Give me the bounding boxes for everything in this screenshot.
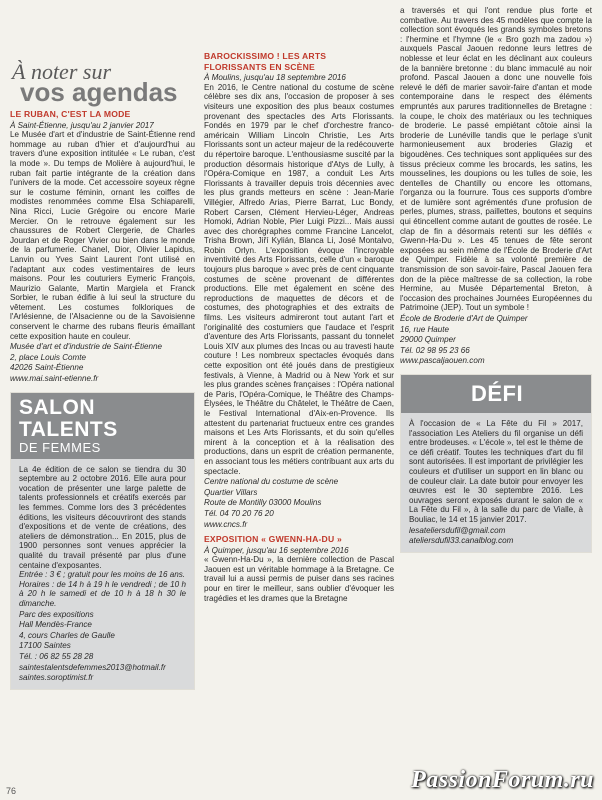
salon-address-1: Parc des expositions <box>19 609 94 619</box>
barock-phone: Tél. 04 70 20 76 20 <box>204 508 274 518</box>
salon-box <box>10 392 195 690</box>
column-right <box>400 6 592 553</box>
salon-website[interactable]: saintes.soroptimist.fr <box>19 673 94 683</box>
gwenn-website[interactable]: www.pascaljaouen.com <box>400 356 485 366</box>
ruban-heading: LE RUBAN, C'EST LA MODE <box>10 109 131 119</box>
defi-email[interactable]: lesateliersdufil@gmail.com <box>409 525 506 535</box>
salon-hours: Horaires : de 14 h à 19 h le vendredi ; de 10 h à 20 h le samedi et de 10 h à 18 h 30 le dimanche. <box>19 579 186 608</box>
ruban-address-2: 2, place Louis Comte <box>10 352 87 362</box>
barock-address-1: Centre national du costume de scène <box>204 477 339 487</box>
barock-address-2: Quartier Villars <box>204 487 258 497</box>
salon-address-4: 17100 Saintes <box>19 641 71 651</box>
page-number: 76 <box>6 786 17 796</box>
defi-title: DÉFI <box>471 380 524 406</box>
barock-website[interactable]: www.cncs.fr <box>204 519 248 529</box>
salon-email[interactable]: saintestalentsdefemmes2013@hotmail.fr <box>19 662 166 672</box>
barock-body: En 2016, le Centre national du costume de scène célèbre ses dix ans, l'occasion de proposer à ses visiteurs une exposition des plus beaux costumes provenant des spectacles des Arts Florissants. Fondés en 1979 par le chef d'orchestre franco-américain William Lincoln Christie, Les Arts Florissants sont un acteur majeur de la redécouverte du répertoire baroque. L'enthousiasme suscité par la production désormais historique d'Atys de Lully, à l'Opéra-Comique en 1987, a conduit Les Arts Florissants à travailler depuis trois décennies avec les plus grands metteurs en scène : Jean-Marie Villégier, Alfredo Arias, Pierre Barrat, Luc Bondy, Robert Carsen, Clément Hervieu-Léger, Andreas Homoki, Adrian Noble, Pier Luigi Pizzi... Mais aussi avec des chorégraphes comme Francine Lancelot, Trisha Brown, Jiří Kylián, Blanca Li, José Montalvo, Robin Orlyn. L'exposition évoque l'incroyable inventivité des Arts Florissants, celle d'un « baroque toujours plus baroque » avec près de cent cinquante costumes de scène provenant de différentes productions. Elle met également en scène des reproductions de maquettes de décors et de costumes, des photographies et des extraits de films. Les visiteurs admireront tout autant l'art et l'originalité des costumiers que l'audace et l'esprit d'aventure des Arts Florissants, passant du tonnelet Louis XIV aux plumes des Incas ou au travesti haute couture ! Les nombreux spectacles évoqués dans cette exposition ont été joués dans de prestigieux festivals, à Vienne, à Madrid ou à New York et sur les plus grandes scènes françaises : l'Opéra national de Paris, l'Opéra-Comique, le Théâtre des Champs-Élysées, le Théâtre du Châtelet, le Théâtre de Caen, le Festival International d'Aix-en-Provence. Ils attestent du partenariat fructueux entre ces grandes maisons et Les Arts Florissants, et du soin qu'elles mirent à la conception et à la réalisation des productions, dans un esprit de création permanente, en associant tous les métiers contribuant aux arts du spectacle. <box>204 82 394 476</box>
ruban-address-3: 42026 Saint-Étienne <box>10 363 84 373</box>
column-middle <box>204 52 394 603</box>
defi-website[interactable]: ateliersdufil33.canalblog.com <box>409 536 514 546</box>
defi-header <box>401 375 591 413</box>
column-left <box>10 59 195 690</box>
salon-phone: Tél. : 06 82 55 28 28 <box>19 651 94 661</box>
defi-text: À l'occasion de « La Fête du Fil » 2017, l'association Les Ateliers du fil organise un défi entre brodeuses. « L'école », tel est le thème de ce défi créatif. Toutes les techniques d'art du fil sont autorisées. Il est important de privilégier les couleurs et d'utiliser un support en lin blanc ou de couleur clair. La date butoir pour envoyer les œuvres est le 30 septembre 2016. Les ouvrages seront exposés durant le salon de « La Fête du Fil », à la salle du parc de Vialle, à Bouliac, le 14 et 15 janvier 2017. <box>409 418 583 524</box>
salon-body <box>11 459 194 689</box>
gwenn-heading: EXPOSITION « GWENN-HA-DU » <box>204 534 342 545</box>
defi-body <box>401 413 591 552</box>
ruban-dateline: À Saint-Étienne, jusqu'au 2 janvier 2017 <box>10 120 154 130</box>
gwenn-phone: Tél. 02 98 95 23 66 <box>400 345 470 355</box>
salon-address-3: 4, cours Charles de Gaulle <box>19 630 115 640</box>
salon-entry: Entrée : 3 € ; gratuit pour les moins de 16 ans. <box>19 570 186 580</box>
gwenn-address-3: 29000 Quimper <box>400 335 456 345</box>
salon-address-2: Hall Mendès-France <box>19 620 92 630</box>
section-title-small: À noter sur <box>12 59 111 84</box>
watermark: PassionForum.ru <box>411 767 594 793</box>
gwenn-dateline: À Quimper, jusqu'au 16 septembre 2016 <box>204 545 349 555</box>
ruban-website[interactable]: www.mai.saint-etienne.fr <box>10 374 99 384</box>
barock-heading-2: FLORISSANTS EN SCÈNE <box>204 61 315 72</box>
gwenn-address-2: 16, rue Haute <box>400 324 450 334</box>
salon-subtitle: DE FEMMES <box>19 439 101 455</box>
ruban-address-1: Musée d'art et d'industrie de Saint-Étienne <box>10 342 163 352</box>
gwenn-body: « Gwenn-Ha-Du », la dernière collection de Pascal Jaouen est un véritable hommage à la Bretagne. Ce travail lui a aussi permis de puiser dans ses racines pour en tirer le meilleur, sans oublier d'évoquer les tragédies et les drames que la Bretagne <box>204 555 394 603</box>
salon-header <box>11 393 194 459</box>
barock-dateline: À Moulins, jusqu'au 18 septembre 2016 <box>204 73 346 83</box>
barock-heading-1: BAROCKISSIMO ! LES ARTS <box>204 51 327 61</box>
salon-text: La 4e édition de ce salon se tiendra du 30 septembre au 2 octobre 2016. Elle aura pour vocation de présenter une large palette de talents professionnels et créatifs exercés par les femmes. Comme lors des 3 précédentes éditions, les visiteurs découvriront des stands d'expositions et de vente de créations, des ateliers de démonstration... En 2015, plus de 1900 personnes sont venues apprécier la qualité du travail présenté par plus d'une centaine d'exposantes. <box>19 464 186 570</box>
section-title-big: vos agendas <box>20 77 178 107</box>
gwenn-address-1: École de Broderie d'Art de Quimper <box>400 314 528 323</box>
barock-address-3: Route de Montilly 03000 Moulins <box>204 498 322 508</box>
gwenn-body-continued: a traversés et qui l'ont rendue plus forte et combative. Au travers des 45 modèles que compte la collection sont évoqués les grands symboles bretons : l'hermine et l'hymne (le « Bro gozh ma zadou ») auxquels Pascal Jaouen redonne leurs lettres de noblesse et leur éclat en les déclinant aux couleurs de la bannière bretonne : du blanc immaculé au noir profond. Pascal Jaouen a donc une nouvelle fois relevé le défi de marier savoir-faire d'antan et mode contemporaine dans le respect des éléments empruntés aux parures traditionnelles de Bretagne : la coupe, le choix des matériaux ou les techniques de broderie. Le passé empiétant côtoie ainsi la broderie de Lunéville tandis que le perlage s'unit harmonieusement aux broderies Glazig et bigoudènes. Ces techniques sont appliquées sur des tissus précieux comme les brocards, les satins, les mousselines, les doupions ou les tulles de soie, les dentelles de Chantilly ou encore les ottomans, l'organza ou la fourrure. Tous ces supports d'ombre et de lumière sont agrémentés d'une profusion de perles, plumes, strass, paillettes, boutons et sequins qui étincellent comme autant de gouttes de rosée. Le clap de fin a désormais retenti sur les défilés « Gwenn-Ha-Du ». Les 45 tenues de fête seront exposées au sein même de l'École de Broderie d'Art de Quimper. Fidèle à sa volonté première de transmission de son savoir-faire, Pascal Jaouen fera don de la pièce maîtresse de sa collection, la robe Hermine, au Musée Départemental Breton, à l'occasion des prochaines Journées Européennes du Patrimoine (JEP). Tout un symbole ! <box>400 6 592 313</box>
ruban-body: Le Musée d'art et d'industrie de Saint-Étienne rend hommage au ruban d'hier et d'aujourd'hui au travers d'une exposition intitulée « Le ruban, c'est la mode ». Du temps de Molière à aujourd'hui, le ruban fait partie intégrante de la création dans l'univers de la mode. Cet accessoire soyeux règne sur le costume féminin, ornant les coiffes de modistes renommées comme Elsa Schiaparelli, Nina Ricci, Lucie Grégoire ou encore Marie Mercier. On le retrouve également sur les chaussures de Robert Clergerie, de Charles Jourdan et de Roger Vivier ou bien dans le monde de la parfumerie. Chanel, Dior, Olivier Lapidus, Lanvin ou Yves Saint Laurent l'ont utilisé en l'adaptant aux codes vestimentaires de leurs maisons. Pour les couturiers Eymeric François, Maurizio Galante, Martin Margiela et Franck Sorbier, le ruban édifie à lui seul la structure du vêtement. Les costumes folkloriques de l'Arlésienne, de l'Alsacienne ou de la Savoisienne conservent le charme des rubans fleuris émaillant cette exposition haute en couleur. <box>10 130 195 341</box>
salon-title: SALON TALENTS <box>19 395 118 441</box>
defi-box <box>400 374 592 553</box>
